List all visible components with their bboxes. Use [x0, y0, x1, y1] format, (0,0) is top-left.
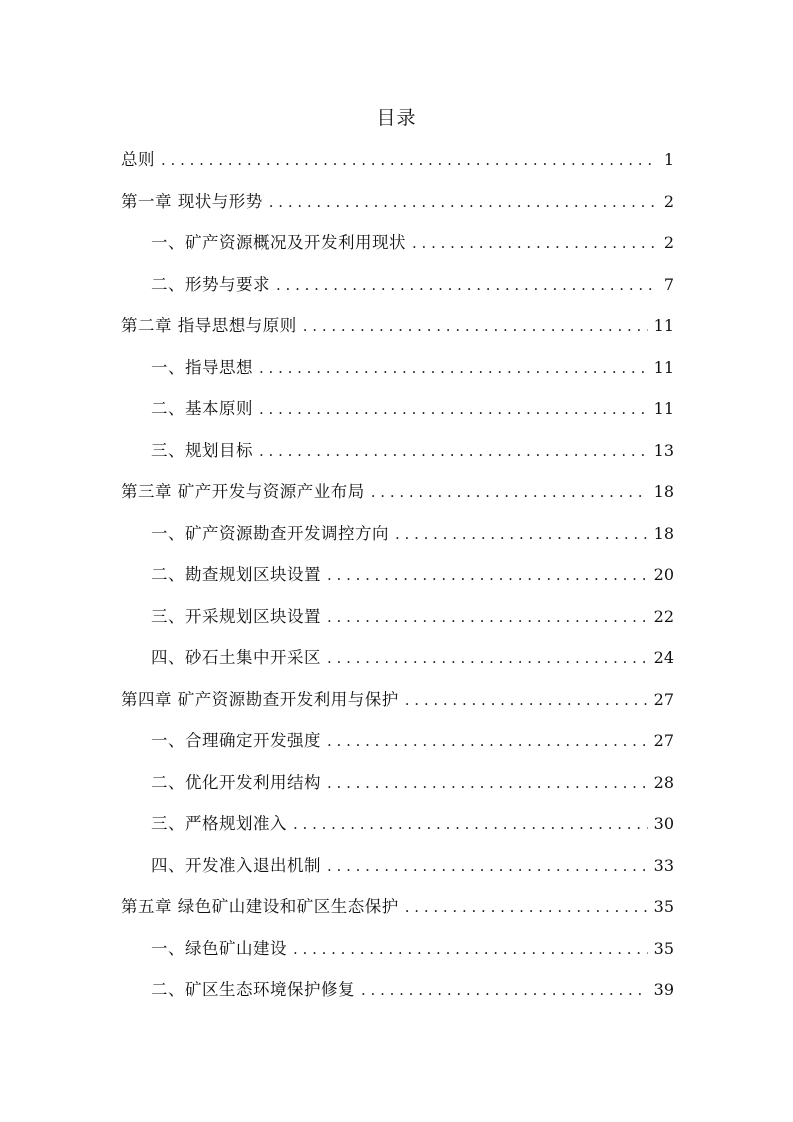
- toc-entry-label: 一、绿色矿山建设: [151, 938, 287, 958]
- toc-entry-page-number: 24: [653, 648, 674, 667]
- toc-dot-leader: [327, 608, 648, 626]
- toc-entry[interactable]: [121, 686, 674, 728]
- toc-dot-leader: [412, 234, 658, 252]
- toc-entry-label: 二、基本原则: [151, 399, 253, 418]
- toc-dot-leader: [405, 898, 648, 916]
- toc-dot-leader: [259, 442, 648, 460]
- toc-entry[interactable]: [121, 478, 674, 520]
- toc-entry-label: 一、合理确定开发强度: [151, 731, 321, 750]
- toc-entry-page-number: 20: [653, 565, 674, 584]
- toc-entry-label: 第二章 指导思想与原则: [121, 316, 297, 335]
- toc-entry-label: 总则: [121, 150, 155, 169]
- toc-list: [121, 146, 674, 1018]
- toc-dot-leader: [259, 359, 648, 377]
- toc-entry-label: 第三章 矿产开发与资源产业布局: [121, 482, 365, 501]
- toc-dot-leader: [405, 691, 648, 709]
- toc-entry-page-number: 2: [663, 191, 674, 211]
- toc-entry[interactable]: [121, 561, 674, 603]
- toc-dot-leader: [276, 276, 658, 294]
- toc-entry[interactable]: [121, 644, 674, 686]
- toc-dot-leader: [161, 151, 658, 169]
- toc-entry-page-number: 35: [653, 938, 674, 958]
- toc-title: 目录: [376, 107, 417, 129]
- toc-dot-leader: [327, 857, 648, 875]
- toc-entry[interactable]: [121, 603, 674, 645]
- toc-entry-label: 二、矿区生态环境保护修复: [151, 980, 355, 999]
- toc-dot-leader: [269, 193, 658, 211]
- toc-dot-leader: [327, 774, 648, 792]
- toc-entry-page-number: 13: [653, 440, 674, 460]
- toc-entry-label: 四、砂石土集中开采区: [151, 648, 321, 667]
- toc-entry-page-number: 11: [653, 357, 674, 377]
- toc-dot-leader: [293, 940, 648, 958]
- toc-dot-leader: [327, 566, 648, 584]
- toc-entry-label: 二、勘查规划区块设置: [151, 565, 321, 584]
- toc-entry-page-number: 33: [653, 855, 674, 875]
- toc-dot-leader: [259, 400, 648, 418]
- toc-entry-page-number: 27: [653, 689, 674, 709]
- toc-entry-page-number: 18: [653, 482, 674, 501]
- toc-entry-page-number: 1: [663, 150, 674, 169]
- toc-entry[interactable]: [121, 188, 674, 230]
- toc-entry[interactable]: [121, 769, 674, 811]
- toc-dot-leader: [371, 483, 648, 501]
- toc-entry-label: 三、规划目标: [151, 440, 253, 460]
- toc-entry-label: 第四章 矿产资源勘查开发利用与保护: [121, 689, 399, 709]
- toc-entry-label: 三、严格规划准入: [151, 814, 287, 833]
- toc-entry[interactable]: [121, 935, 674, 977]
- toc-entry-page-number: 7: [663, 274, 674, 294]
- toc-entry[interactable]: [121, 727, 674, 769]
- toc-entry[interactable]: [121, 852, 674, 894]
- toc-dot-leader: [395, 525, 648, 543]
- toc-entry[interactable]: [121, 312, 674, 354]
- toc-entry-page-number: 18: [653, 523, 674, 543]
- toc-entry-label: 二、形势与要求: [151, 274, 270, 294]
- toc-dot-leader: [293, 815, 648, 833]
- toc-entry-page-number: 39: [653, 980, 674, 999]
- toc-entry[interactable]: [121, 271, 674, 313]
- toc-entry-label: 四、开发准入退出机制: [151, 855, 321, 875]
- toc-entry[interactable]: [121, 893, 674, 935]
- toc-entry[interactable]: [121, 810, 674, 852]
- toc-entry[interactable]: [121, 976, 674, 1018]
- toc-entry[interactable]: [121, 520, 674, 562]
- toc-entry-label: 一、指导思想: [151, 357, 253, 377]
- toc-entry-page-number: 11: [653, 316, 674, 335]
- toc-entry-page-number: 28: [653, 772, 674, 792]
- toc-entry[interactable]: [121, 437, 674, 479]
- toc-entry-page-number: 11: [653, 399, 674, 418]
- toc-entry-page-number: 2: [663, 233, 674, 252]
- toc-dot-leader: [327, 732, 648, 750]
- toc-entry-page-number: 22: [653, 606, 674, 626]
- toc-entry-label: 第五章 绿色矿山建设和矿区生态保护: [121, 897, 399, 916]
- toc-entry-page-number: 35: [653, 897, 674, 916]
- toc-entry-page-number: 30: [653, 814, 674, 833]
- toc-entry[interactable]: [121, 354, 674, 396]
- toc-entry[interactable]: [121, 146, 674, 188]
- toc-dot-leader: [361, 981, 648, 999]
- toc-entry-label: 二、优化开发利用结构: [151, 772, 321, 792]
- toc-dot-leader: [303, 317, 648, 335]
- toc-entry[interactable]: [121, 395, 674, 437]
- toc-entry[interactable]: [121, 229, 674, 271]
- toc-entry-label: 一、矿产资源勘查开发调控方向: [151, 523, 389, 543]
- toc-entry-page-number: 27: [653, 731, 674, 750]
- toc-entry-label: 三、开采规划区块设置: [151, 606, 321, 626]
- toc-entry-label: 第一章 现状与形势: [121, 191, 263, 211]
- toc-entry-label: 一、矿产资源概况及开发利用现状: [151, 233, 406, 252]
- toc-dot-leader: [327, 649, 648, 667]
